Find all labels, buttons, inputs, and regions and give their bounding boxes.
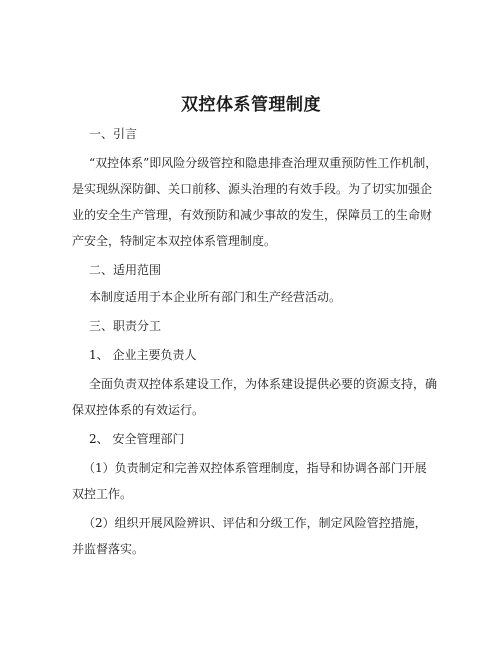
paragraph-line: 产安全，特制定本双控体系管理制度。 (72, 234, 277, 248)
subsection-heading: 2、 安全管理部门 (89, 432, 185, 446)
paragraph-line: 双控工作。 (72, 487, 133, 501)
paragraph-line: 全面负责双控体系建设工作，为体系建设提供必要的资源支持，确 (89, 377, 438, 391)
section-heading-scope: 二、适用范围 (89, 263, 162, 277)
paragraph-line: （2）组织开展风险辨识、评估和分级工作，制定风险管控措施， (83, 516, 427, 530)
paragraph-line: （1）负责制定和完善双控体系管理制度，指导和协调各部门开展 (83, 461, 427, 475)
paragraph-line: 是实现纵深防御、关口前移、源头治理的有效手段。为了切实加强企 (72, 182, 433, 196)
section-heading-introduction: 一、引言 (89, 127, 138, 141)
paragraph-line: 本制度适用于本企业所有部门和生产经营活动。 (89, 290, 342, 304)
paragraph-line: “双控体系”即风险分级管控和隐患排查治理双重预防性工作机制， (89, 156, 438, 170)
paragraph-line: 并监督落实。 (72, 542, 145, 556)
paragraph-line: 保双控体系的有效运行。 (72, 403, 205, 417)
document-title: 双控体系管理制度 (181, 95, 321, 115)
subsection-heading: 1、 企业主要负责人 (89, 348, 197, 362)
paragraph-line: 业的安全生产管理，有效预防和减少事故的发生，保障员工的生命财 (72, 208, 433, 222)
section-heading-responsibilities: 三、职责分工 (89, 319, 162, 333)
